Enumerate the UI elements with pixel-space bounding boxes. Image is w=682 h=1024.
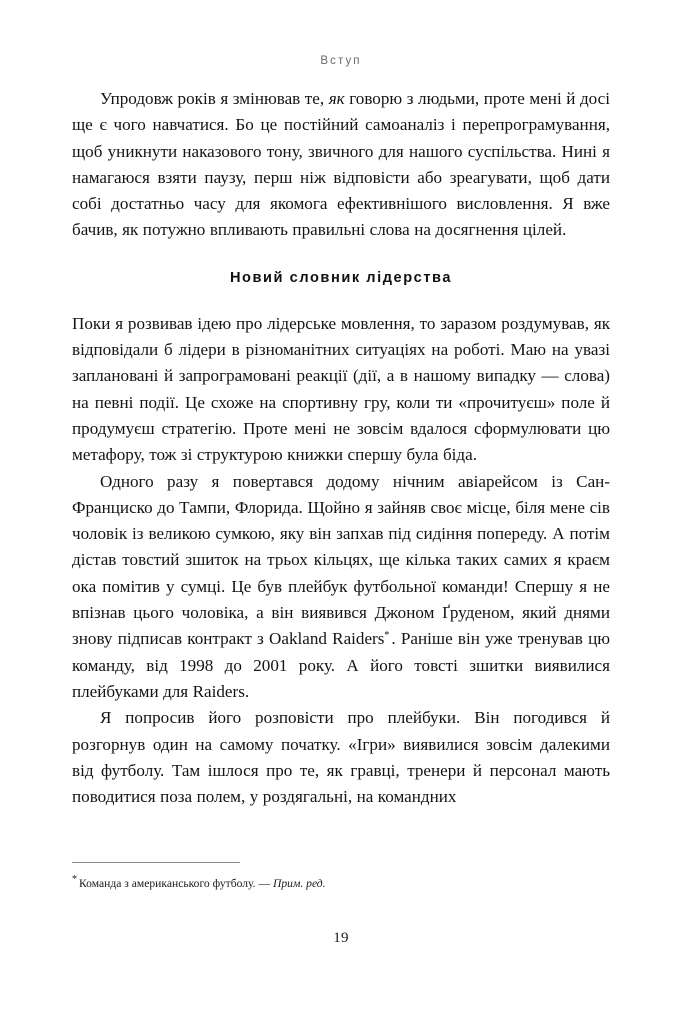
footnote-reference-marker: * [384,629,390,641]
section-heading-wrapper [72,244,610,311]
paragraph-2 [72,311,610,469]
text-run: Одного разу я повертався додому нічним авіарейсом із Сан-Франциско до Тампи, Флорида. Щойно я зайняв своє місце, біля мене сів чоловік із великою сумкою, яку він запхав під сидіння попереду. А потім дістав товстий зшиток на трьох кільцях, ще кілька таких самих я краєм ока помітив у сумці. Це був плейбук футбольної команди! Спершу я не впізнав цього чоловіка, а він виявився Джоном Ґруденом, який днями знову підписав контракт з [72,471,610,649]
footnote-text [72,876,610,892]
footnote-separator-rule [72,862,240,863]
text-run: говорю з людьми, проте мені й досі ще є чого навчатися. Бо це постійний самоаналіз і перепрограмування, щоб уникнути наказового тону, звичного для нашого суспільства. Нині я намагаюся взяти паузу, перш ніж відповісти або зреагувати, щоб дати собі достатньо часу для якомога ефективнішого висловлення. Я вже бачив, як потужно впливають правильні слова на досягнення цілей. [72,89,610,240]
paragraph-1 [72,86,610,244]
paragraph-4 [72,705,610,810]
footnote-marker: * [72,874,77,886]
footnote-area [72,862,610,892]
page-text-block [72,86,610,810]
footnote-attribution: Прим. ред. [272,877,326,890]
running-head: Вступ [320,55,362,67]
page-number: 19 [333,930,349,946]
text-run: Поки я розвивав ідею про лідерське мовлення, то заразом роздумував, як відповідали б лідери в різноманітних ситуаціях на роботі. Маю на увазі заплановані й запрограмовані реакції (дії, а в нашому випадку — слова) на певні події. Це схоже на спортивну гру, коли ти «прочитуєш» поле й продумуєш стратегію. Проте мені не зовсім вдалося сформулювати цю метафору, тож зі структурою книжки спершу була біда. [72,313,610,465]
text-run: . Раніше він уже тренував цю команду, від 1998 до 2001 року. А його товсті зшитки виявилися плейбуками для [72,629,610,701]
text-run: . [244,681,250,701]
section-heading: Новий словник лідерства [229,269,453,286]
footnote-body: Команда з американського футболу. — [79,877,273,890]
text-run: Упродовж років я змінював те, [100,89,329,108]
latin-term: Oakland Raiders [269,629,385,649]
emphasis-text: як [328,89,345,108]
latin-term: Raiders [192,681,245,701]
paragraph-3 [72,469,610,706]
text-run: Я попросив його розповісти про плейбуки. Він погодився й розгорнув один на самому початку. «Ігри» виявилися зовсім далекими від футболу. Там ішлося про те, як гравці, тренери й персонал мають поводитися поза полем, у роздягальні, на командних [72,708,610,807]
